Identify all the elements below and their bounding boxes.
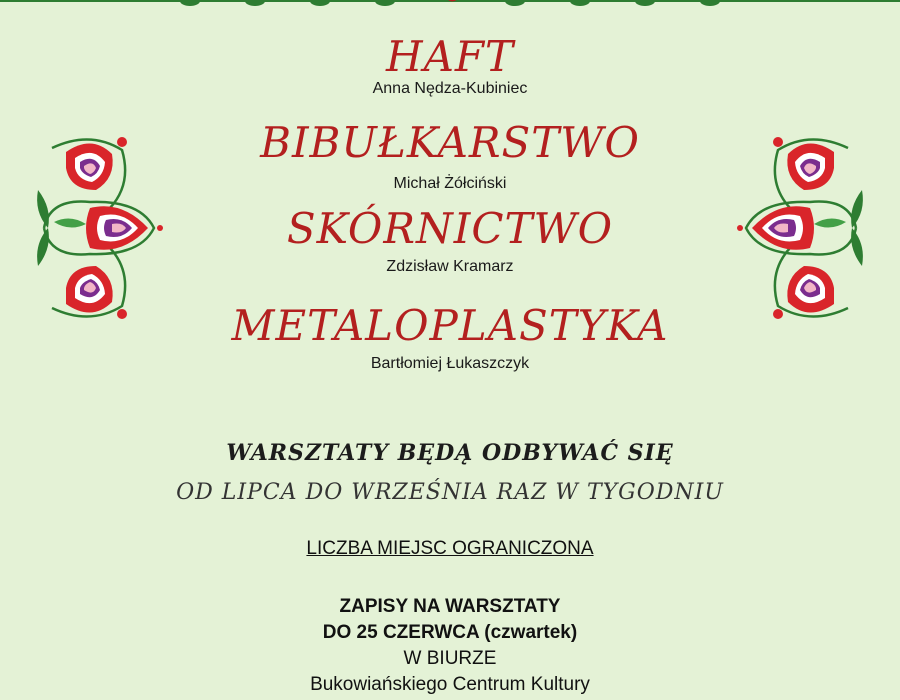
folk-flower-ornament-left-icon [30, 128, 165, 333]
craft-person-metaloplastyka: Bartłomiej Łukaszczyk [370, 355, 530, 372]
craft-title-skornictwo: SKÓRNICTWO [286, 204, 614, 253]
schedule-line-2: OD LIPCA DO WRZEŚNIA RAZ W TYGODNIU [176, 480, 724, 505]
folk-flower-ornament-right-icon [735, 128, 870, 333]
top-ornament-icon [160, 0, 740, 14]
registration-line-3: W BIURZE [403, 648, 497, 669]
craft-person-skornictwo: Zdzisław Kramarz [386, 258, 514, 275]
schedule-line-1: WARSZTATY BĘDĄ ODBYWAĆ SIĘ [226, 440, 674, 466]
craft-title-bibulkarstwo: BIBUŁKARSTWO [260, 118, 640, 167]
limited-places: LICZBA MIEJSC OGRANICZONA [306, 538, 594, 559]
registration-line-2: DO 25 CZERWCA (czwartek) [322, 622, 578, 643]
registration-line-1: ZAPISY NA WARSZTATY [339, 596, 561, 617]
craft-title-metaloplastyka: METALOPLASTYKA [231, 301, 669, 350]
registration-line-4: Bukowiańskiego Centrum Kultury [310, 674, 590, 695]
craft-title-haft: HAFT [385, 32, 515, 81]
craft-person-bibulkarstwo: Michał Żółciński [393, 175, 507, 192]
craft-person-haft: Anna Nędza-Kubiniec [372, 80, 528, 97]
